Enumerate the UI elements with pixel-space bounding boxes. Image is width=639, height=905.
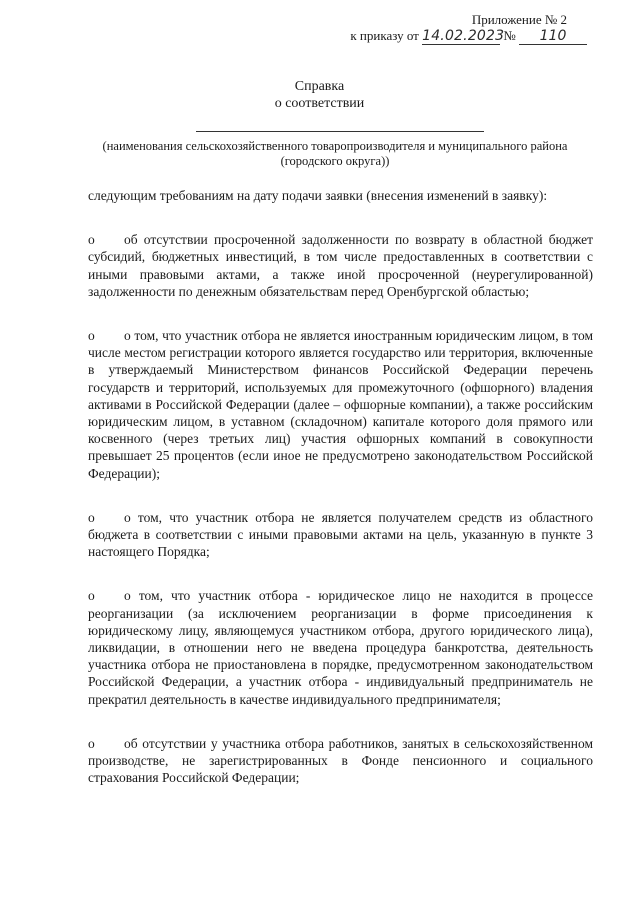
bullet-marker: o <box>88 328 95 344</box>
requirement-item <box>88 587 593 707</box>
requirement-text: о том, что участник отбора не является получателем средств из областного бюджета в соответствии с иными правовыми актами на цель, указанную в пункте 3 настоящего Порядка; <box>88 509 593 560</box>
requirement-item <box>88 509 593 561</box>
intro-paragraph: следующим требованиям на дату подачи заявки (внесения изменений в заявку): <box>88 188 548 203</box>
title-line-1: Справка <box>294 79 345 94</box>
bullet-marker: o <box>88 232 95 248</box>
bullet-marker: o <box>88 509 95 525</box>
number-sign: № <box>503 28 516 43</box>
handwritten-order-date: 14.02.2023 <box>422 28 505 44</box>
requirement-text: об отсутствии у участника отбора работников, занятых в сельскохозяйственном производстве, не зарегистрированных в Фонде пенсионного и социального страхования Российской Федерации; <box>88 735 593 786</box>
requirement-text: об отсутствии просроченной задолженности по возврату в областной бюджет субсидий, бюджетных инвестиций, в том числе предоставленных в соответствии с иными правовыми актами, а также иной просроченной (неурегулированной) задолженности по денежным обязательствам перед Оренбургской областью; <box>88 232 593 299</box>
blank-line-caption: (наименования сельскохозяйственного товаропроизводителя и муниципального района (городского округа)) <box>102 139 568 168</box>
appendix-header <box>347 12 587 45</box>
requirement-text: о том, что участник отбора не является иностранным юридическим лицом, в том числе местом регистрации которого является государство или территория, включенные в утверждаемый Министерством финансов Российской Федерации перечень государств и территорий, используемых для промежуточного (офшорного) владения активами в Российской Федерации (далее – офшорные компании), а также российским юридическим лицом, в уставном (складочном) капитале которого доля прямого или косвенного (через третьих лиц) участия офшорных компаний в совокупности превышает 25 процентов (если иное не предусмотрено законодательством Российской Федерации); <box>88 328 593 481</box>
document-title <box>0 78 639 112</box>
bullet-marker: o <box>88 588 95 604</box>
order-prefix: к приказу от <box>350 28 419 43</box>
producer-name-blank-line <box>196 131 484 132</box>
requirement-item <box>88 735 593 787</box>
handwritten-order-number: 110 <box>519 28 587 45</box>
bullet-marker: o <box>88 735 95 751</box>
requirement-item <box>88 231 593 300</box>
title-line-2: о соответствии <box>274 96 365 111</box>
document-body <box>88 187 593 813</box>
requirement-item <box>88 327 593 482</box>
order-reference <box>347 28 587 45</box>
requirement-text: о том, что участник отбора - юридическое лицо не находится в процессе реорганизации (за исключением реорганизации в форме присоединения к юридическому лицу, являющемуся участником отбора, другого юридического лица), ликвидации, в отношении него не введена процедура банкротства, деятельность участника отбора не приостановлена в порядке, предусмотренном законодательством Российской Федерации, а участник отбора - индивидуальный предприниматель не прекратил деятельность в качестве индивидуального предпринимателя; <box>88 588 593 707</box>
appendix-title: Приложение № 2 <box>471 12 567 27</box>
